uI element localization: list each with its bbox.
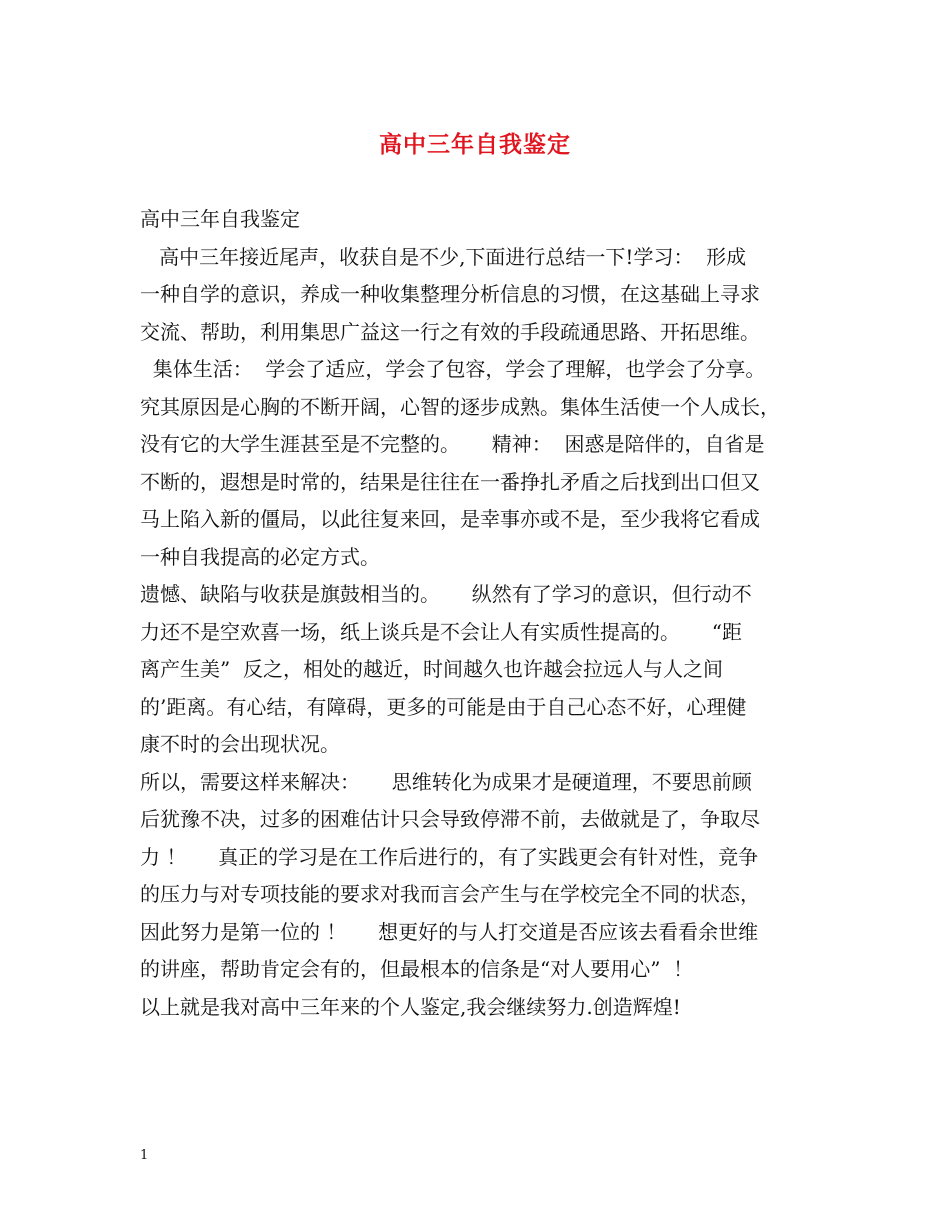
- body-line: 高中三年自我鉴定: [140, 207, 300, 231]
- body-line: 因此努力是第一位的 ！ 想更好的与人打交道是否应该去看看余世维: [140, 919, 759, 944]
- body-line: 后犹豫不决，过多的困难估计只会导致停滞不前，去做就是了，争取尽: [140, 807, 760, 831]
- page-number: 1: [140, 1148, 149, 1163]
- body-line: 离产生美” 反之，相处的越近，时间越久也许越会拉远人与人之间: [140, 657, 723, 681]
- body-line: 一种自学的意识，养成一种收集整理分析信息的习惯，在这基础上寻求: [140, 282, 760, 306]
- body-line: 遗憾、缺陷与收获是旗鼓相当的。 纵然有了学习的意识，但行动不: [140, 582, 752, 606]
- body-line: 集体生活： 学会了适应，学会了包容，学会了理解，也学会了分享。: [140, 357, 766, 381]
- body-line: 力 ！ 真正的学习是在工作后进行的，有了实践更会有针对性，竞争: [140, 844, 759, 869]
- body-line: 的压力与对专项技能的要求对我而言会产生与在学校完全不同的状态，: [140, 882, 760, 906]
- document-body: [140, 201, 820, 1026]
- body-line: 一种自我提高的必定方式。: [140, 544, 380, 569]
- body-line: 没有它的大学生涯甚至是不完整的。 精神： 困惑是陪伴的，自省是: [140, 432, 765, 456]
- body-line: 交流、帮助，利用集思广益这一行之有效的手段疏通思路、开拓思维。: [140, 319, 760, 344]
- body-line: 康不时的会出现状况。: [140, 732, 340, 756]
- body-line: 不断的，遐想是时常的，结果是往往在一番挣扎矛盾之后找到出口但又: [140, 469, 760, 494]
- document-title: 高中三年自我鉴定: [379, 131, 571, 158]
- body-line: 力还不是空欢喜一场，纸上谈兵是不会让人有实质性提高的。 “距: [140, 619, 743, 644]
- body-line: 究其原因是心胸的不断开阔，心智的逐步成熟。集体生活使一个人成长，: [140, 394, 780, 419]
- body-line: 的讲座，帮助肯定会有的，但最根本的信条是“对人要用心” ！: [140, 957, 694, 981]
- body-line: 马上陷入新的僵局，以此往复来回，是幸事亦或不是，至少我将它看成: [140, 507, 760, 531]
- body-line: 以上就是我对高中三年来的个人鉴定,我会继续努力.创造辉煌!: [140, 994, 681, 1019]
- body-line: 的’距离。有心结，有障碍，更多的可能是由于自己心态不好，心理健: [140, 694, 747, 719]
- body-line: 所以，需要这样来解决： 思维转化为成果才是硬道理，不要思前顾: [140, 769, 752, 794]
- body-line: 高中三年接近尾声，收获自是不少,下面进行总结一下!学习： 形成: [140, 244, 747, 269]
